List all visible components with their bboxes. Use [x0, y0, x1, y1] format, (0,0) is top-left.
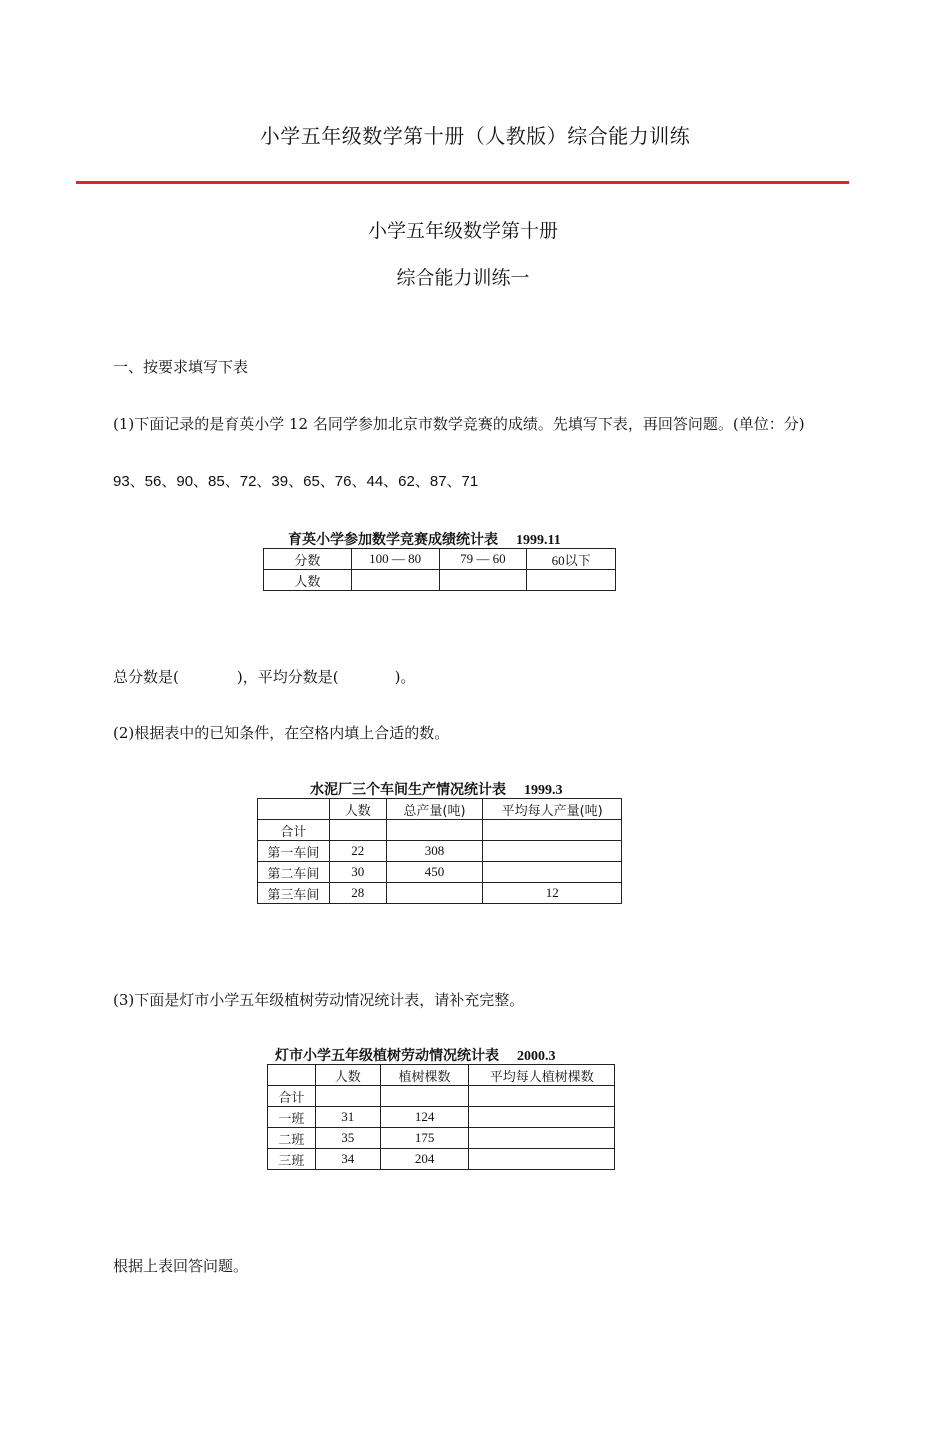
- table-cell: 308: [386, 841, 483, 862]
- score-table: [263, 548, 616, 591]
- table-header-cell: [258, 799, 330, 820]
- table-cell-blank: [439, 570, 527, 591]
- table-1-caption: [288, 529, 561, 549]
- table-row: [264, 549, 616, 570]
- table-row: [268, 1065, 615, 1086]
- table-cell-blank: [527, 570, 616, 591]
- table-row-label: 第三车间: [258, 883, 330, 904]
- header-divider: [76, 181, 849, 184]
- table-header-cell: 平均每人植树棵数: [469, 1065, 615, 1086]
- table-cell: [483, 862, 622, 883]
- table-cell: [469, 1149, 615, 1170]
- table-cell: 175: [380, 1128, 469, 1149]
- follow-up-text: 根据上表回答问题。: [113, 1257, 249, 1275]
- table-cell: 31: [315, 1107, 380, 1128]
- table-row: [258, 799, 622, 820]
- table-cell: [469, 1107, 615, 1128]
- table-row-label: 合计: [268, 1086, 316, 1107]
- table-header-cell: 人数: [329, 799, 386, 820]
- table-row: [264, 570, 616, 591]
- exercise-title: 综合能力训练一: [396, 267, 530, 289]
- table-row-label: 一班: [268, 1107, 316, 1128]
- table-1-date: 1999.11: [516, 533, 561, 548]
- table-cell: 28: [329, 883, 386, 904]
- table-row: [268, 1149, 615, 1170]
- table-row: [258, 820, 622, 841]
- table-row-label: 合计: [258, 820, 330, 841]
- table-row: [268, 1107, 615, 1128]
- question-3-text: (3)下面是灯市小学五年级植树劳动情况统计表，请补充完整。: [113, 991, 525, 1009]
- table-row-label: 第一车间: [258, 841, 330, 862]
- table-header-cell: 分数: [264, 549, 352, 570]
- table-cell: [483, 841, 622, 862]
- table-cell: 12: [483, 883, 622, 904]
- table-2-date: 1999.3: [524, 783, 563, 798]
- table-row-label: 二班: [268, 1128, 316, 1149]
- question-2-text: (2)根据表中的已知条件，在空格内填上合适的数。: [113, 724, 450, 742]
- table-3-title: 灯市小学五年级植树劳动情况统计表: [275, 1048, 499, 1064]
- tree-planting-table: [267, 1064, 615, 1170]
- table-cell: 204: [380, 1149, 469, 1170]
- table-header-cell: 60以下: [527, 549, 616, 570]
- table-cell: 35: [315, 1128, 380, 1149]
- table-header-cell: 人数: [315, 1065, 380, 1086]
- page-title: 小学五年级数学第十册（人教版）综合能力训练: [259, 124, 691, 148]
- table-row: [268, 1128, 615, 1149]
- answer-total-label: 总分数是(: [113, 668, 179, 686]
- answer-end: )。: [394, 668, 416, 686]
- table-cell: [469, 1086, 615, 1107]
- table-header-cell: 植树棵数: [380, 1065, 469, 1086]
- table-cell: 34: [315, 1149, 380, 1170]
- table-row: [258, 883, 622, 904]
- table-header-cell: 总产量(吨): [386, 799, 483, 820]
- table-2-title: 水泥厂三个车间生产情况统计表: [310, 782, 506, 798]
- document-subtitle: 小学五年级数学第十册: [367, 220, 558, 242]
- table-cell: [386, 883, 483, 904]
- table-row: [268, 1086, 615, 1107]
- question-1-text: (1)下面记录的是育英小学 12 名同学参加北京市数学竞赛的成绩。先填写下表，再回答问题。(单位：分): [113, 415, 805, 433]
- table-cell: 124: [380, 1107, 469, 1128]
- table-row: [258, 841, 622, 862]
- table-row-label: 人数: [264, 570, 352, 591]
- table-header-cell: 100 — 80: [351, 549, 439, 570]
- table-cell: 30: [329, 862, 386, 883]
- table-row-label: 第二车间: [258, 862, 330, 883]
- table-cell: [380, 1086, 469, 1107]
- table-row-label: 三班: [268, 1149, 316, 1170]
- table-2-caption: [310, 779, 563, 799]
- table-header-cell: 79 — 60: [439, 549, 527, 570]
- score-list: 93、56、90、85、72、39、65、76、44、62、87、71: [113, 473, 479, 490]
- answer-line: [113, 666, 415, 687]
- table-header-cell: 平均每人产量(吨): [483, 799, 622, 820]
- table-cell: 22: [329, 841, 386, 862]
- answer-average-label: )，平均分数是(: [236, 668, 339, 686]
- table-cell: [329, 820, 386, 841]
- table-cell: [483, 820, 622, 841]
- production-table: [257, 798, 622, 904]
- table-cell: [469, 1128, 615, 1149]
- table-cell: 450: [386, 862, 483, 883]
- table-cell-blank: [351, 570, 439, 591]
- table-cell: [386, 820, 483, 841]
- section-heading: 一、按要求填写下表: [113, 358, 249, 376]
- table-3-caption: [275, 1045, 556, 1065]
- table-header-cell: [268, 1065, 316, 1086]
- table-row: [258, 862, 622, 883]
- table-1-title: 育英小学参加数学竞赛成绩统计表: [288, 532, 498, 548]
- table-3-date: 2000.3: [517, 1049, 556, 1064]
- table-cell: [315, 1086, 380, 1107]
